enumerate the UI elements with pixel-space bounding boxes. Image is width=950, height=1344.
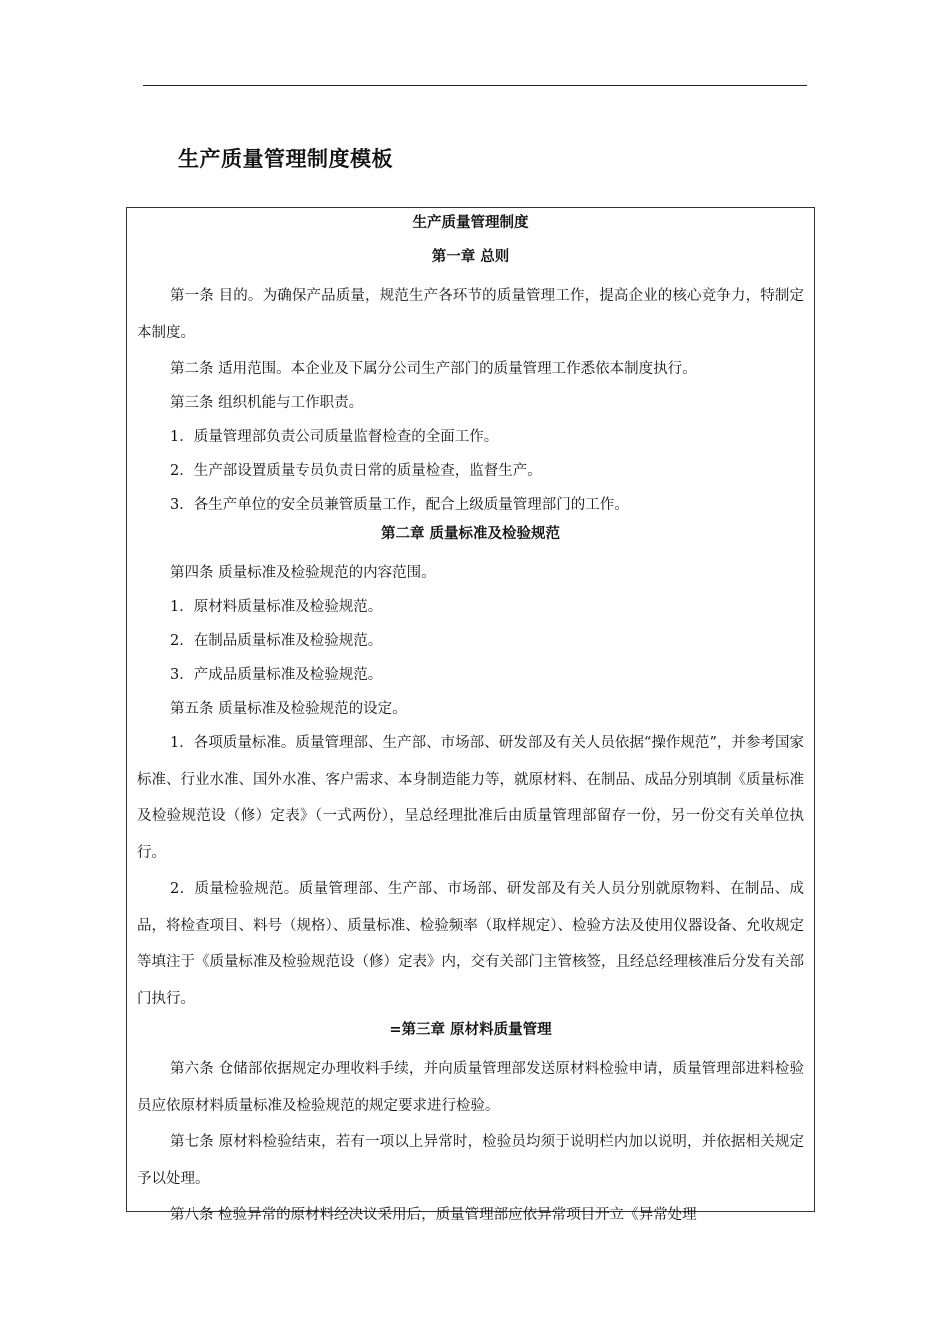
list-item: 2．在制品质量标准及检验规范。	[170, 633, 383, 649]
regulation-heading: 生产质量管理制度	[412, 215, 529, 231]
list-item: 1．质量管理部负责公司质量监督检查的全面工作。	[170, 429, 499, 445]
chapter-heading: =第三章 原材料质量管理	[389, 1022, 552, 1038]
chapter-heading: 第一章 总则	[431, 249, 510, 265]
document-title: 生产质量管理制度模板	[178, 147, 393, 171]
article-paragraph: 第五条 质量标准及检验规范的设定。	[170, 701, 407, 717]
list-item: 2．生产部设置质量专员负责日常的质量检查，监督生产。	[170, 463, 542, 479]
article-paragraph: 第八条 检验异常的原材料经决议采用后，质量管理部应依异常项目开立《异常处理	[170, 1207, 697, 1223]
article-paragraph: 第四条 质量标准及检验规范的内容范围。	[170, 565, 436, 581]
content-body	[137, 210, 804, 1234]
list-item: 1．各项质量标准。质量管理部、生产部、市场部、研发部及有关人员依据“操作规范”，并参考国家标准、行业水准、国外水准、客户需求、本身制造能力等，就原材料、在制品、成品分别填制《质量标准及检验规范设（修）定表》（一式两份），呈总经理批准后由质量管理部留存一份，另一份交有关单位执行。	[137, 735, 804, 861]
article-paragraph: 第七条 原材料检验结束，若有一项以上异常时，检验员均须于说明栏内加以说明，并依据相关规定予以处理。	[137, 1134, 804, 1187]
chapter-heading: 第二章 质量标准及检验规范	[380, 526, 561, 542]
header-rule	[143, 85, 807, 86]
list-item: 3．产成品质量标准及检验规范。	[170, 667, 383, 683]
article-paragraph: 第二条 适用范围。本企业及下属分公司生产部门的质量管理工作悉依本制度执行。	[170, 361, 697, 377]
list-item: 1．原材料质量标准及检验规范。	[170, 599, 383, 615]
article-paragraph: 第六条 仓储部依据规定办理收料手续，并向质量管理部发送原材料检验申请，质量管理部进料检验员应依原材料质量标准及检验规范的规定要求进行检验。	[137, 1061, 804, 1114]
list-item: 2．质量检验规范。质量管理部、生产部、市场部、研发部及有关人员分别就原物料、在制品、成品，将检查项目、料号（规格）、质量标准、检验频率（取样规定）、检验方法及使用仪器设备、允收规定等填注于《质量标准及检验规范设（修）定表》内，交有关部门主管核签，且经总经理核准后分发有关部门执行。	[137, 881, 804, 1007]
content-box	[126, 207, 815, 1223]
article-paragraph: 第一条 目的。为确保产品质量，规范生产各环节的质量管理工作，提高企业的核心竞争力，特制定本制度。	[137, 288, 804, 341]
list-item: 3．各生产单位的安全员兼管质量工作，配合上级质量管理部门的工作。	[170, 497, 629, 513]
article-paragraph: 第三条 组织机能与工作职责。	[170, 395, 364, 411]
